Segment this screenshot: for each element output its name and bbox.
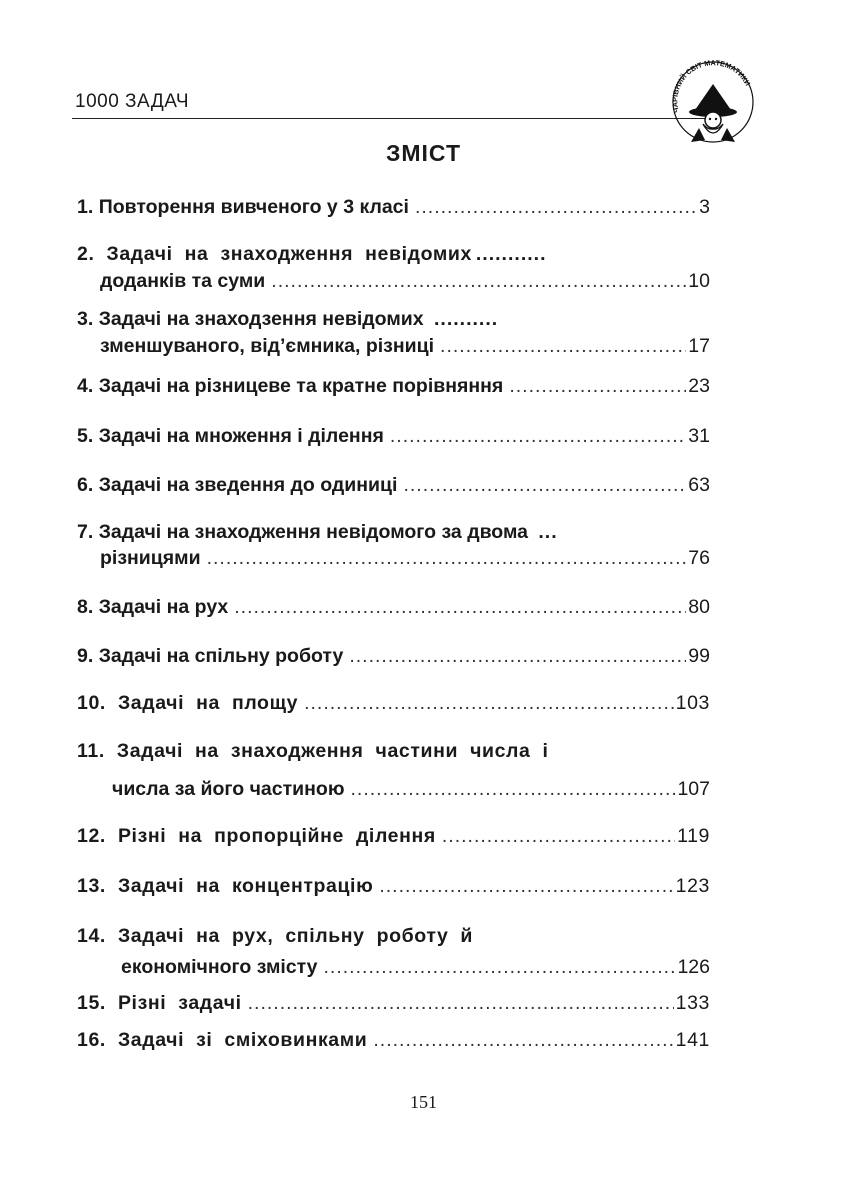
toc-entry-9[interactable] [77, 645, 710, 668]
dot-leader [207, 547, 687, 570]
toc-page-number: 107 [677, 778, 710, 800]
toc-entry-title: 5. Задачі на множення і ділення [77, 425, 384, 447]
toc-entry-11-continuation[interactable] [112, 778, 710, 801]
toc-entry-8[interactable] [77, 596, 710, 619]
dot-leader [379, 875, 673, 898]
toc-entry-14[interactable] [77, 925, 710, 948]
logo-arc-text: ЧАРІВНИЙ СВІТ МАТЕМАТИКИ [670, 58, 753, 114]
toc-entry-title: 13. Задачі на концентрацію [77, 875, 374, 897]
toc-entry-title: 11. Задачі на знаходження частини числа і [77, 740, 549, 762]
dot-leader [234, 596, 686, 619]
dot-leader [373, 1029, 673, 1052]
toc-entry-title: 9. Задачі на спільну роботу [77, 645, 344, 667]
dot-leader [324, 956, 676, 979]
toc-entry-12[interactable] [77, 825, 710, 848]
toc-entry-1[interactable] [77, 196, 710, 219]
toc-entry-11[interactable] [77, 740, 710, 763]
toc-entry-title: 14. Задачі на рух, спільну роботу й [77, 925, 474, 947]
toc-entry-title-line2: зменшуваного, від’ємника, різниці [100, 335, 435, 357]
toc-entry-2-continuation[interactable] [100, 270, 710, 293]
toc-page-number: 126 [677, 956, 710, 978]
toc-page-number: 31 [688, 425, 710, 447]
toc-entry-title: 16. Задачі зі сміховинками [77, 1029, 368, 1051]
toc-entry-title: 8. Задачі на рух [77, 596, 229, 618]
toc-entry-16[interactable] [77, 1029, 710, 1052]
page-title: ЗМІСТ [385, 140, 462, 166]
dot-leader [390, 425, 686, 448]
toc-entry-14-continuation[interactable] [121, 956, 710, 979]
toc-entry-title: 12. Різні на пропорційне ділення [77, 825, 436, 847]
toc-entry-title: 10. Задачі на площу [77, 692, 299, 714]
dot-leader [271, 270, 686, 293]
toc-page-number: 99 [688, 645, 710, 667]
toc-entry-title-line2: числа за його частиною [112, 778, 345, 800]
toc-page-number: 123 [675, 875, 710, 897]
toc-entry-title-line2: доданків та суми [100, 270, 266, 292]
toc-entry-4[interactable] [77, 375, 710, 398]
toc-entry-6[interactable] [77, 474, 710, 497]
toc-entry-title: 15. Різні задачі [77, 992, 242, 1014]
toc-entry-13[interactable] [77, 875, 710, 898]
toc-entry-10[interactable] [77, 692, 710, 715]
dot-leader [248, 992, 674, 1015]
toc-entry-title: 2. Задачі на знаходження невідомих ........... [77, 243, 547, 265]
toc-page-number: 17 [688, 335, 710, 357]
dot-leader [440, 335, 686, 358]
toc-page-number: 10 [688, 270, 710, 292]
toc-entry-title: 3. Задачі на знаходзення невідомих .......... [77, 308, 499, 330]
toc-entry-title: 1. Повторення вивченого у 3 класі [77, 196, 409, 218]
toc-page-number: 23 [688, 375, 710, 397]
toc-page-number: 103 [675, 692, 710, 714]
toc-entry-5[interactable] [77, 425, 710, 448]
toc-entry-title: 4. Задачі на різницеве та кратне порівняння [77, 375, 504, 397]
dot-leader [509, 375, 686, 398]
dot-leader [349, 645, 686, 668]
toc-entry-title: 7. Задачі на знаходження невідомого за двома ... [77, 521, 558, 543]
dot-leader [351, 778, 676, 801]
toc-entry-7[interactable] [77, 521, 710, 544]
toc-entry-title: 6. Задачі на зведення до одиниці [77, 474, 398, 496]
toc-entry-3-continuation[interactable] [100, 335, 710, 358]
running-header-title: 1000 ЗАДАЧ [75, 91, 190, 112]
toc-page-number: 3 [699, 196, 710, 218]
toc-page-number: 141 [675, 1029, 710, 1051]
toc-page-number: 63 [688, 474, 710, 496]
toc-entry-3[interactable] [77, 308, 710, 331]
toc-entry-title-line2: економічного змісту [121, 956, 318, 978]
toc-entry-title-line2: різницями [100, 547, 201, 569]
toc-entry-7-continuation[interactable] [100, 547, 710, 570]
toc-page-number: 119 [677, 825, 710, 847]
page-number: 151 [410, 1092, 437, 1112]
toc-page-number: 76 [688, 547, 710, 569]
toc-entry-2[interactable] [77, 243, 710, 266]
dot-leader [442, 825, 675, 848]
toc-page-number: 133 [675, 992, 710, 1014]
toc-entry-15[interactable] [77, 992, 710, 1015]
dot-leader [304, 692, 674, 715]
dot-leader [415, 196, 697, 219]
toc-page-number: 80 [688, 596, 710, 618]
dot-leader [403, 474, 686, 497]
